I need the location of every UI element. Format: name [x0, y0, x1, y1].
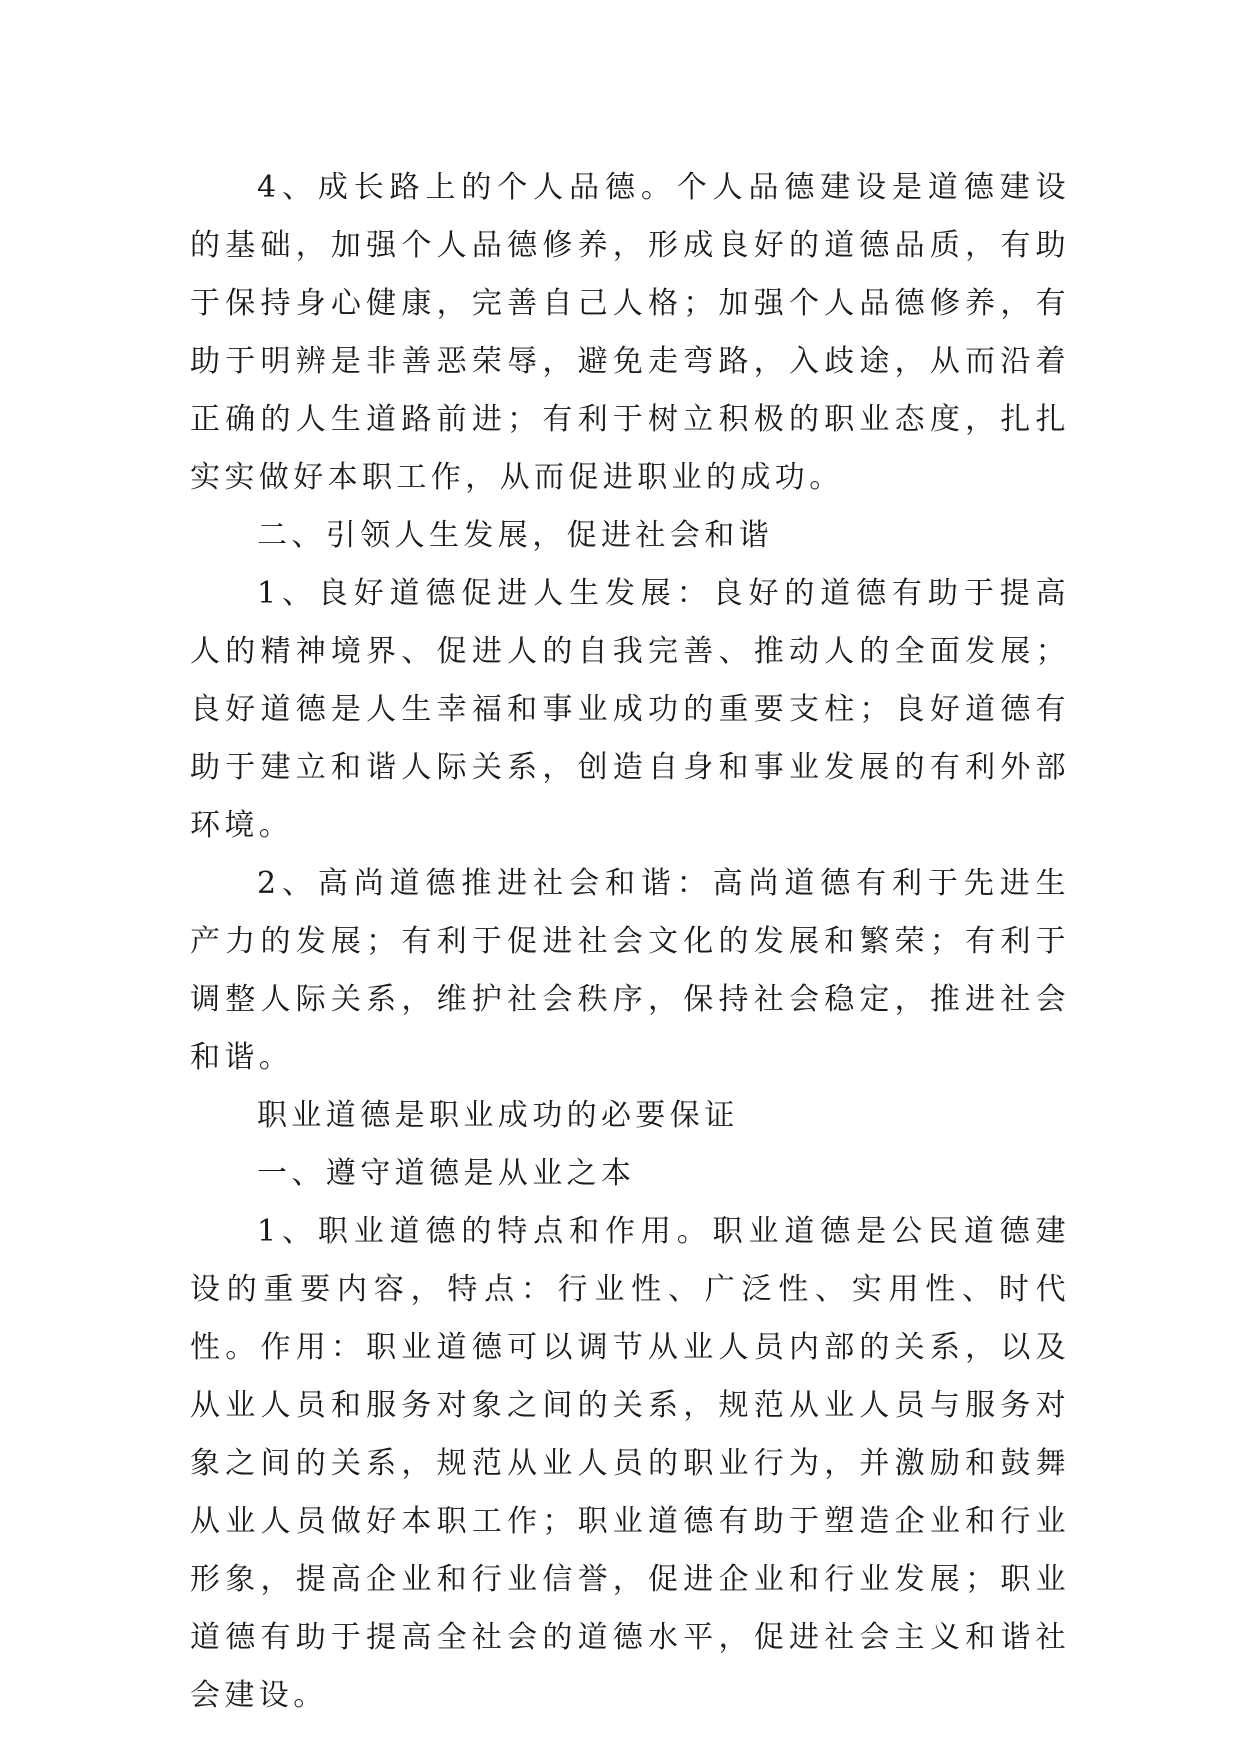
paragraph-noble-morality-society: 2、高尚道德推进社会和谐：高尚道德有利于先进生产力的发展；有利于促进社会文化的发展和繁荣；有利于调整人际关系，维护社会秩序，保持社会稳定，推进社会和谐。	[190, 866, 1070, 1075]
paragraph-personal-morality: 4、成长路上的个人品德。个人品德建设是道德建设的基础，加强个人品德修养，形成良好的道德品质，有助于保持身心健康，完善自己人格；加强个人品德修养，有助于明辨是非善恶荣辱，避免走弯路，入歧途，从而沿着正确的人生道路前进；有利于树立积极的职业态度，扎扎实实做好本职工作，从而促进职业的成功。	[190, 170, 1070, 495]
paragraph-professional-ethics-features: 1、职业道德的特点和作用。职业道德是公民道德建设的重要内容，特点：行业性、广泛性、实用性、时代性。作用：职业道德可以调节从业人员内部的关系，以及从业人员和服务对象之间的关系，规范从业人员与服务对象之间的关系，规范从业人员的职业行为，并激励和鼓舞从业人员做好本职工作；职业道德有助于塑造企业和行业形象，提高企业和行业信誉，促进企业和行业发展；职业道德有助于提高全社会的道德水平，促进社会主义和谐社会建设。	[190, 1214, 1070, 1713]
heading-guide-life-development: 二、引领人生发展，促进社会和谐	[257, 518, 773, 553]
heading-follow-morality: 一、遵守道德是从业之本	[257, 1156, 636, 1191]
paragraph-good-morality-life: 1、良好道德促进人生发展：良好的道德有助于提高人的精神境界、促进人的自我完善、推动人的全面发展；良好道德是人生幸福和事业成功的重要支柱；良好道德有助于建立和谐人际关系，创造自身和事业发展的有利外部环境。	[190, 576, 1070, 843]
body-text	[190, 159, 1070, 1725]
heading-professional-ethics-guarantee: 职业道德是职业成功的必要保证	[257, 1098, 739, 1133]
